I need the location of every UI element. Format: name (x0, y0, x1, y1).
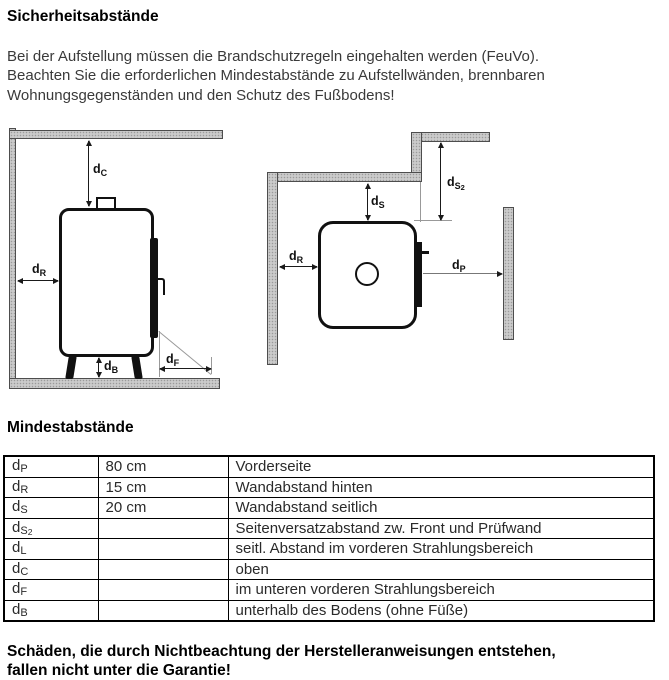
value-cell: 20 cm (98, 498, 228, 519)
table-row (4, 559, 654, 580)
min-distances-table (3, 455, 655, 622)
dim-label-dc: $d_C$ (93, 162, 108, 178)
symbol-cell: dR (4, 477, 98, 498)
value-cell (98, 580, 228, 601)
helper-vertical-line (420, 182, 421, 222)
stove-body-side (59, 208, 154, 357)
symbol-cell: $dS_2$ (4, 518, 98, 539)
symbol-cell: dP (4, 456, 98, 477)
warning-line: fallen nicht unter die Garantie! (7, 661, 231, 679)
description-cell: oben (228, 559, 654, 580)
intro-paragraph (7, 47, 545, 105)
warranty-warning (7, 643, 556, 680)
table-row (4, 600, 654, 621)
intro-line: Bei der Aufstellung müssen die Brandschutzregeln eingehalten werden (FeuVo). (7, 48, 539, 65)
helper-reference-line (414, 220, 452, 221)
intro-line: Beachten Sie die erforderlichen Mindestabstände zu Aufstellwänden, brennbaren (7, 67, 545, 85)
dim-label-dr-top: $d_R$ (289, 249, 304, 265)
dim-label-ds2: $d_{S2}$ (447, 175, 465, 192)
dim-label-dr: $d_R$ (32, 262, 47, 278)
dim-label-df: $d_F$ (166, 352, 180, 368)
symbol-cell: dF (4, 580, 98, 601)
clearance-diagrams (0, 125, 669, 405)
section-title: Mindestabstände (7, 419, 134, 436)
value-cell: 80 cm (98, 456, 228, 477)
table-row (4, 456, 654, 477)
dim-label-db: $d_B$ (104, 359, 119, 375)
symbol-cell: dB (4, 600, 98, 621)
dim-arrow-dr-top (280, 266, 317, 267)
symbol-cell: dC (4, 559, 98, 580)
value-cell (98, 600, 228, 621)
table-row (4, 580, 654, 601)
table-row (4, 498, 654, 519)
table-row (4, 518, 654, 539)
value-cell (98, 518, 228, 539)
dim-arrow-db (98, 358, 99, 377)
description-cell: seitl. Abstand im vorderen Strahlungsbereich (228, 539, 654, 560)
warning-line: Schäden, die durch Nichtbeachtung der Herstelleranweisungen entstehen, (7, 643, 556, 660)
floor (9, 378, 220, 389)
flue-outlet-circle (355, 262, 379, 286)
wall-side-left (267, 172, 278, 365)
dim-arrow-dc (88, 141, 89, 206)
description-cell: Vorderseite (228, 456, 654, 477)
stove-leg-left (65, 356, 77, 379)
symbol-cell: dS (4, 498, 98, 519)
description-cell: Wandabstand seitlich (228, 498, 654, 519)
description-cell: Wandabstand hinten (228, 477, 654, 498)
dim-arrow-dr (18, 280, 58, 281)
wall-front-pruefwand (503, 207, 514, 340)
value-cell (98, 559, 228, 580)
page-title: Sicherheitsabstände (7, 8, 159, 25)
pruefwand-upper (411, 132, 490, 142)
dim-arrow-ds2 (440, 143, 441, 220)
table-row (4, 477, 654, 498)
dim-arrow-ds (367, 184, 368, 220)
dim-label-ds: $d_S$ (371, 194, 385, 210)
dim-label-dp: $d_P$ (452, 258, 466, 274)
wall-left (9, 128, 16, 389)
stove-leg-right (131, 356, 143, 379)
symbol-cell: dL (4, 539, 98, 560)
door-handle-top (422, 251, 429, 254)
value-cell (98, 539, 228, 560)
wall-back (267, 172, 422, 182)
table-row (4, 539, 654, 560)
description-cell: Seitenversatzabstand zw. Front und Prüfwand (228, 518, 654, 539)
value-cell: 15 cm (98, 477, 228, 498)
ceiling (9, 130, 223, 139)
door-handle (157, 278, 165, 295)
dim-arrow-df (160, 368, 211, 369)
description-cell: unterhalb des Bodens (ohne Füße) (228, 600, 654, 621)
intro-line: Wohnungsgegenständen und den Schutz des Fußbodens! (7, 86, 395, 104)
description-cell: im unteren vorderen Strahlungsbereich (228, 580, 654, 601)
